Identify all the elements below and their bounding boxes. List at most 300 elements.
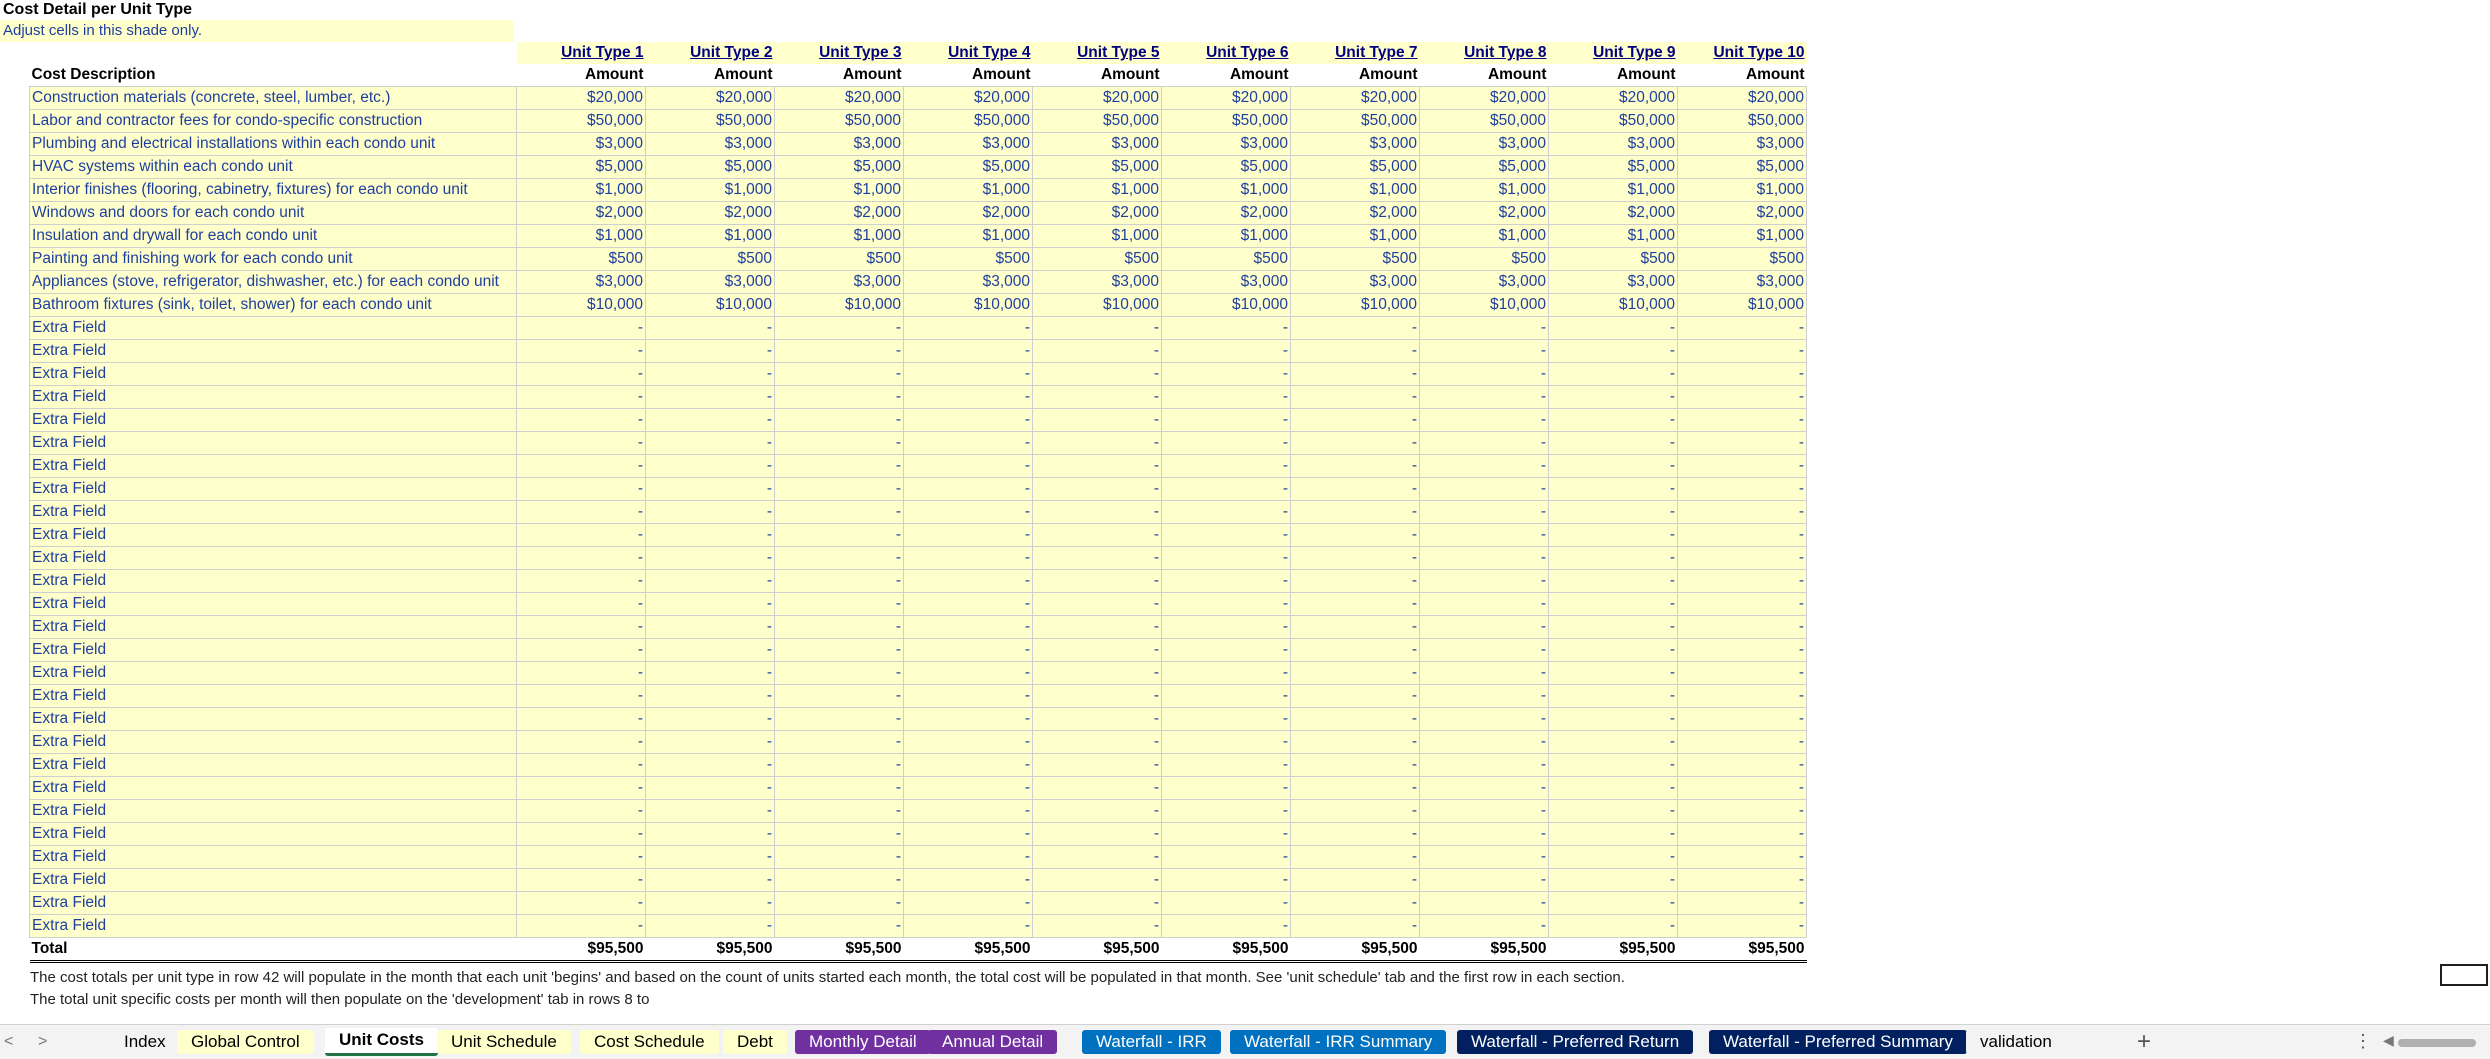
- tab-next-icon[interactable]: >: [38, 1033, 48, 1050]
- amount-cell[interactable]: -: [904, 524, 1033, 547]
- extra-field-cell[interactable]: Extra Field: [30, 846, 517, 869]
- extra-field-cell[interactable]: Extra Field: [30, 455, 517, 478]
- amount-cell[interactable]: -: [1678, 317, 1807, 340]
- amount-cell[interactable]: $50,000: [517, 110, 646, 133]
- amount-cell[interactable]: -: [904, 409, 1033, 432]
- amount-cell[interactable]: $50,000: [1291, 110, 1420, 133]
- amount-cell[interactable]: -: [904, 754, 1033, 777]
- amount-cell[interactable]: -: [646, 915, 775, 938]
- amount-cell[interactable]: -: [1291, 432, 1420, 455]
- sheet-tab[interactable]: Unit Costs: [325, 1028, 438, 1056]
- extra-field-cell[interactable]: Extra Field: [30, 363, 517, 386]
- amount-cell[interactable]: -: [517, 432, 646, 455]
- amount-cell[interactable]: -: [775, 846, 904, 869]
- amount-cell[interactable]: -: [1678, 593, 1807, 616]
- amount-cell[interactable]: $3,000: [1420, 271, 1549, 294]
- amount-cell[interactable]: -: [517, 455, 646, 478]
- amount-cell[interactable]: -: [1549, 915, 1678, 938]
- amount-cell[interactable]: -: [1549, 846, 1678, 869]
- amount-cell[interactable]: -: [1549, 800, 1678, 823]
- amount-cell[interactable]: $5,000: [1678, 156, 1807, 179]
- amount-cell[interactable]: -: [1420, 777, 1549, 800]
- amount-cell[interactable]: -: [1678, 915, 1807, 938]
- cost-description-cell[interactable]: Painting and finishing work for each condo unit: [30, 248, 517, 271]
- amount-cell[interactable]: -: [517, 731, 646, 754]
- amount-cell[interactable]: -: [775, 455, 904, 478]
- amount-cell[interactable]: -: [517, 409, 646, 432]
- amount-cell[interactable]: -: [775, 800, 904, 823]
- amount-cell[interactable]: -: [775, 777, 904, 800]
- amount-cell[interactable]: -: [1033, 639, 1162, 662]
- amount-cell[interactable]: $3,000: [775, 133, 904, 156]
- amount-cell[interactable]: $50,000: [904, 110, 1033, 133]
- amount-cell[interactable]: -: [1549, 317, 1678, 340]
- extra-field-cell[interactable]: Extra Field: [30, 915, 517, 938]
- extra-field-cell[interactable]: Extra Field: [30, 708, 517, 731]
- amount-cell[interactable]: -: [1420, 317, 1549, 340]
- amount-cell[interactable]: -: [1420, 731, 1549, 754]
- amount-cell[interactable]: $10,000: [1420, 294, 1549, 317]
- amount-cell[interactable]: $5,000: [1549, 156, 1678, 179]
- amount-cell[interactable]: -: [775, 340, 904, 363]
- amount-cell[interactable]: -: [904, 662, 1033, 685]
- amount-cell[interactable]: $20,000: [646, 87, 775, 110]
- amount-cell[interactable]: -: [517, 662, 646, 685]
- amount-cell[interactable]: -: [646, 593, 775, 616]
- amount-cell[interactable]: -: [1420, 869, 1549, 892]
- amount-cell[interactable]: $1,000: [1420, 225, 1549, 248]
- amount-cell[interactable]: -: [1291, 869, 1420, 892]
- amount-cell[interactable]: -: [517, 478, 646, 501]
- amount-cell[interactable]: -: [1420, 823, 1549, 846]
- amount-cell[interactable]: -: [517, 777, 646, 800]
- amount-cell[interactable]: -: [904, 455, 1033, 478]
- amount-cell[interactable]: $3,000: [1549, 133, 1678, 156]
- amount-cell[interactable]: -: [1033, 892, 1162, 915]
- amount-cell[interactable]: -: [1678, 547, 1807, 570]
- amount-cell[interactable]: -: [1291, 340, 1420, 363]
- amount-cell[interactable]: -: [1678, 432, 1807, 455]
- amount-cell[interactable]: -: [1162, 432, 1291, 455]
- amount-cell[interactable]: -: [1549, 455, 1678, 478]
- amount-cell[interactable]: -: [1291, 846, 1420, 869]
- amount-cell[interactable]: $1,000: [1549, 225, 1678, 248]
- amount-cell[interactable]: -: [1420, 754, 1549, 777]
- amount-cell[interactable]: $500: [1162, 248, 1291, 271]
- extra-field-cell[interactable]: Extra Field: [30, 570, 517, 593]
- unit-type-header[interactable]: Unit Type 10: [1678, 42, 1807, 64]
- amount-cell[interactable]: -: [1291, 616, 1420, 639]
- amount-cell[interactable]: -: [904, 869, 1033, 892]
- amount-cell[interactable]: $20,000: [775, 87, 904, 110]
- amount-cell[interactable]: $20,000: [1549, 87, 1678, 110]
- amount-cell[interactable]: -: [1033, 455, 1162, 478]
- amount-cell[interactable]: -: [775, 363, 904, 386]
- amount-cell[interactable]: -: [1162, 708, 1291, 731]
- amount-cell[interactable]: -: [904, 892, 1033, 915]
- amount-cell[interactable]: -: [1162, 501, 1291, 524]
- amount-cell[interactable]: -: [1678, 892, 1807, 915]
- amount-cell[interactable]: -: [904, 639, 1033, 662]
- amount-cell[interactable]: -: [1291, 455, 1420, 478]
- amount-cell[interactable]: $500: [1291, 248, 1420, 271]
- amount-cell[interactable]: -: [1549, 777, 1678, 800]
- selected-cell[interactable]: [2440, 964, 2488, 986]
- amount-cell[interactable]: -: [1291, 708, 1420, 731]
- amount-cell[interactable]: -: [1162, 570, 1291, 593]
- cost-description-cell[interactable]: Insulation and drywall for each condo unit: [30, 225, 517, 248]
- amount-cell[interactable]: $3,000: [1549, 271, 1678, 294]
- amount-cell[interactable]: -: [1291, 524, 1420, 547]
- amount-cell[interactable]: $50,000: [646, 110, 775, 133]
- extra-field-cell[interactable]: Extra Field: [30, 432, 517, 455]
- amount-cell[interactable]: -: [1549, 892, 1678, 915]
- amount-cell[interactable]: $3,000: [775, 271, 904, 294]
- amount-cell[interactable]: -: [1549, 409, 1678, 432]
- amount-cell[interactable]: $3,000: [904, 271, 1033, 294]
- amount-cell[interactable]: -: [1162, 547, 1291, 570]
- sheet-tab[interactable]: Monthly Detail: [795, 1030, 931, 1054]
- amount-cell[interactable]: -: [775, 708, 904, 731]
- amount-cell[interactable]: -: [1420, 685, 1549, 708]
- amount-cell[interactable]: $1,000: [1291, 179, 1420, 202]
- amount-cell[interactable]: -: [517, 386, 646, 409]
- amount-cell[interactable]: -: [646, 547, 775, 570]
- amount-cell[interactable]: -: [775, 386, 904, 409]
- extra-field-cell[interactable]: Extra Field: [30, 547, 517, 570]
- unit-type-header[interactable]: Unit Type 8: [1420, 42, 1549, 64]
- amount-cell[interactable]: $10,000: [1678, 294, 1807, 317]
- amount-cell[interactable]: -: [1420, 570, 1549, 593]
- amount-cell[interactable]: -: [1033, 616, 1162, 639]
- amount-cell[interactable]: $10,000: [1162, 294, 1291, 317]
- amount-cell[interactable]: -: [1678, 340, 1807, 363]
- amount-cell[interactable]: -: [1678, 754, 1807, 777]
- cost-description-cell[interactable]: Interior finishes (flooring, cabinetry, fixtures) for each condo unit: [30, 179, 517, 202]
- amount-cell[interactable]: -: [775, 478, 904, 501]
- amount-cell[interactable]: -: [1291, 777, 1420, 800]
- amount-cell[interactable]: -: [517, 685, 646, 708]
- amount-cell[interactable]: -: [1291, 386, 1420, 409]
- amount-cell[interactable]: $500: [1420, 248, 1549, 271]
- extra-field-cell[interactable]: Extra Field: [30, 800, 517, 823]
- amount-cell[interactable]: -: [904, 501, 1033, 524]
- extra-field-cell[interactable]: Extra Field: [30, 317, 517, 340]
- amount-cell[interactable]: -: [1420, 915, 1549, 938]
- amount-cell[interactable]: $5,000: [904, 156, 1033, 179]
- amount-cell[interactable]: -: [1678, 386, 1807, 409]
- extra-field-cell[interactable]: Extra Field: [30, 340, 517, 363]
- amount-cell[interactable]: -: [1033, 340, 1162, 363]
- amount-cell[interactable]: -: [1549, 547, 1678, 570]
- amount-cell[interactable]: -: [1420, 409, 1549, 432]
- amount-cell[interactable]: $1,000: [646, 225, 775, 248]
- amount-cell[interactable]: $5,000: [775, 156, 904, 179]
- amount-cell[interactable]: $10,000: [1291, 294, 1420, 317]
- amount-cell[interactable]: $50,000: [775, 110, 904, 133]
- amount-cell[interactable]: $10,000: [1549, 294, 1678, 317]
- amount-cell[interactable]: -: [904, 616, 1033, 639]
- amount-cell[interactable]: -: [646, 317, 775, 340]
- amount-cell[interactable]: -: [775, 731, 904, 754]
- cost-description-cell[interactable]: Windows and doors for each condo unit: [30, 202, 517, 225]
- amount-cell[interactable]: -: [1033, 800, 1162, 823]
- amount-cell[interactable]: $3,000: [517, 271, 646, 294]
- add-sheet-icon[interactable]: +: [2137, 1028, 2152, 1055]
- amount-cell[interactable]: -: [904, 432, 1033, 455]
- amount-cell[interactable]: $2,000: [1033, 202, 1162, 225]
- amount-cell[interactable]: -: [517, 800, 646, 823]
- amount-cell[interactable]: $500: [646, 248, 775, 271]
- amount-cell[interactable]: -: [1033, 317, 1162, 340]
- amount-cell[interactable]: -: [1549, 685, 1678, 708]
- amount-cell[interactable]: $2,000: [517, 202, 646, 225]
- cost-description-cell[interactable]: Bathroom fixtures (sink, toilet, shower) for each condo unit: [30, 294, 517, 317]
- amount-cell[interactable]: -: [646, 409, 775, 432]
- amount-cell[interactable]: -: [904, 708, 1033, 731]
- amount-cell[interactable]: -: [775, 432, 904, 455]
- amount-cell[interactable]: -: [1420, 616, 1549, 639]
- extra-field-cell[interactable]: Extra Field: [30, 777, 517, 800]
- amount-cell[interactable]: -: [775, 892, 904, 915]
- amount-cell[interactable]: -: [1291, 363, 1420, 386]
- amount-cell[interactable]: -: [1033, 915, 1162, 938]
- amount-cell[interactable]: $1,000: [1678, 179, 1807, 202]
- sheet-tab[interactable]: Waterfall - Preferred Summary: [1709, 1030, 1967, 1054]
- extra-field-cell[interactable]: Extra Field: [30, 869, 517, 892]
- amount-cell[interactable]: -: [517, 892, 646, 915]
- amount-cell[interactable]: -: [1033, 823, 1162, 846]
- amount-cell[interactable]: -: [1420, 547, 1549, 570]
- amount-cell[interactable]: -: [1291, 593, 1420, 616]
- amount-cell[interactable]: -: [775, 524, 904, 547]
- amount-cell[interactable]: -: [1420, 455, 1549, 478]
- amount-cell[interactable]: -: [775, 639, 904, 662]
- amount-cell[interactable]: -: [1162, 777, 1291, 800]
- amount-cell[interactable]: -: [517, 869, 646, 892]
- unit-type-header[interactable]: Unit Type 3: [775, 42, 904, 64]
- extra-field-cell[interactable]: Extra Field: [30, 731, 517, 754]
- amount-cell[interactable]: -: [1033, 409, 1162, 432]
- amount-cell[interactable]: $1,000: [1033, 179, 1162, 202]
- amount-cell[interactable]: -: [1420, 340, 1549, 363]
- amount-cell[interactable]: -: [1420, 662, 1549, 685]
- amount-cell[interactable]: -: [646, 823, 775, 846]
- amount-cell[interactable]: -: [517, 570, 646, 593]
- amount-cell[interactable]: -: [1678, 570, 1807, 593]
- amount-cell[interactable]: -: [904, 823, 1033, 846]
- amount-cell[interactable]: -: [517, 846, 646, 869]
- amount-cell[interactable]: -: [646, 455, 775, 478]
- unit-type-header[interactable]: Unit Type 1: [517, 42, 646, 64]
- amount-cell[interactable]: $1,000: [517, 179, 646, 202]
- amount-cell[interactable]: -: [1549, 524, 1678, 547]
- amount-cell[interactable]: $3,000: [1162, 133, 1291, 156]
- extra-field-cell[interactable]: Extra Field: [30, 639, 517, 662]
- amount-cell[interactable]: -: [1549, 662, 1678, 685]
- amount-cell[interactable]: -: [775, 754, 904, 777]
- sheet-tab[interactable]: Waterfall - Preferred Return: [1457, 1030, 1693, 1054]
- amount-cell[interactable]: -: [1420, 478, 1549, 501]
- amount-cell[interactable]: -: [775, 501, 904, 524]
- amount-cell[interactable]: $3,000: [1033, 271, 1162, 294]
- amount-cell[interactable]: -: [517, 524, 646, 547]
- amount-cell[interactable]: -: [1033, 708, 1162, 731]
- amount-cell[interactable]: -: [1678, 616, 1807, 639]
- amount-cell[interactable]: -: [1162, 386, 1291, 409]
- amount-cell[interactable]: $1,000: [1033, 225, 1162, 248]
- amount-cell[interactable]: $20,000: [1291, 87, 1420, 110]
- amount-cell[interactable]: -: [1162, 478, 1291, 501]
- amount-cell[interactable]: -: [646, 363, 775, 386]
- amount-cell[interactable]: -: [517, 823, 646, 846]
- amount-cell[interactable]: -: [1420, 800, 1549, 823]
- amount-cell[interactable]: -: [1162, 639, 1291, 662]
- amount-cell[interactable]: $20,000: [517, 87, 646, 110]
- extra-field-cell[interactable]: Extra Field: [30, 478, 517, 501]
- amount-cell[interactable]: -: [1678, 823, 1807, 846]
- amount-cell[interactable]: -: [517, 754, 646, 777]
- amount-cell[interactable]: $3,000: [904, 133, 1033, 156]
- amount-cell[interactable]: -: [1678, 363, 1807, 386]
- amount-cell[interactable]: -: [517, 616, 646, 639]
- horizontal-scrollbar[interactable]: [2398, 1039, 2476, 1047]
- amount-cell[interactable]: -: [904, 915, 1033, 938]
- tab-prev-icon[interactable]: <: [4, 1033, 14, 1050]
- amount-cell[interactable]: $5,000: [1291, 156, 1420, 179]
- amount-cell[interactable]: -: [646, 570, 775, 593]
- amount-cell[interactable]: -: [1291, 754, 1420, 777]
- amount-cell[interactable]: -: [1162, 685, 1291, 708]
- amount-cell[interactable]: -: [1678, 800, 1807, 823]
- amount-cell[interactable]: -: [1033, 869, 1162, 892]
- extra-field-cell[interactable]: Extra Field: [30, 501, 517, 524]
- amount-cell[interactable]: $1,000: [1678, 225, 1807, 248]
- amount-cell[interactable]: -: [1033, 547, 1162, 570]
- amount-cell[interactable]: -: [775, 869, 904, 892]
- amount-cell[interactable]: -: [1549, 708, 1678, 731]
- amount-cell[interactable]: -: [646, 639, 775, 662]
- cost-description-cell[interactable]: Construction materials (concrete, steel, lumber, etc.): [30, 87, 517, 110]
- amount-cell[interactable]: -: [1678, 846, 1807, 869]
- sheet-tab[interactable]: Index: [110, 1030, 180, 1054]
- amount-cell[interactable]: -: [646, 892, 775, 915]
- amount-cell[interactable]: -: [1420, 363, 1549, 386]
- amount-cell[interactable]: $3,000: [1420, 133, 1549, 156]
- amount-cell[interactable]: -: [1162, 846, 1291, 869]
- amount-cell[interactable]: -: [1420, 892, 1549, 915]
- amount-cell[interactable]: $2,000: [904, 202, 1033, 225]
- amount-cell[interactable]: -: [1549, 731, 1678, 754]
- amount-cell[interactable]: $20,000: [1420, 87, 1549, 110]
- amount-cell[interactable]: $5,000: [646, 156, 775, 179]
- amount-cell[interactable]: $5,000: [517, 156, 646, 179]
- amount-cell[interactable]: -: [517, 317, 646, 340]
- amount-cell[interactable]: -: [1420, 386, 1549, 409]
- amount-cell[interactable]: -: [1162, 340, 1291, 363]
- amount-cell[interactable]: -: [1162, 616, 1291, 639]
- amount-cell[interactable]: -: [1420, 432, 1549, 455]
- amount-cell[interactable]: $3,000: [646, 271, 775, 294]
- amount-cell[interactable]: -: [1162, 593, 1291, 616]
- amount-cell[interactable]: -: [775, 662, 904, 685]
- amount-cell[interactable]: $50,000: [1678, 110, 1807, 133]
- amount-cell[interactable]: $20,000: [1162, 87, 1291, 110]
- amount-cell[interactable]: $10,000: [1033, 294, 1162, 317]
- amount-cell[interactable]: -: [1291, 685, 1420, 708]
- amount-cell[interactable]: -: [904, 570, 1033, 593]
- unit-type-header[interactable]: Unit Type 5: [1033, 42, 1162, 64]
- amount-cell[interactable]: -: [1420, 639, 1549, 662]
- amount-cell[interactable]: -: [1033, 501, 1162, 524]
- amount-cell[interactable]: $1,000: [646, 179, 775, 202]
- amount-cell[interactable]: -: [1033, 685, 1162, 708]
- unit-type-header[interactable]: Unit Type 6: [1162, 42, 1291, 64]
- amount-cell[interactable]: -: [1549, 340, 1678, 363]
- amount-cell[interactable]: $20,000: [1678, 87, 1807, 110]
- amount-cell[interactable]: -: [775, 685, 904, 708]
- amount-cell[interactable]: $3,000: [1033, 133, 1162, 156]
- amount-cell[interactable]: -: [1162, 409, 1291, 432]
- amount-cell[interactable]: -: [646, 432, 775, 455]
- amount-cell[interactable]: $20,000: [1033, 87, 1162, 110]
- amount-cell[interactable]: -: [904, 317, 1033, 340]
- amount-cell[interactable]: $3,000: [1291, 271, 1420, 294]
- amount-cell[interactable]: -: [1678, 409, 1807, 432]
- amount-cell[interactable]: -: [1678, 524, 1807, 547]
- amount-cell[interactable]: -: [1291, 731, 1420, 754]
- amount-cell[interactable]: -: [1678, 455, 1807, 478]
- amount-cell[interactable]: -: [1678, 662, 1807, 685]
- amount-cell[interactable]: $2,000: [1549, 202, 1678, 225]
- amount-cell[interactable]: $3,000: [1678, 271, 1807, 294]
- amount-cell[interactable]: -: [646, 662, 775, 685]
- amount-cell[interactable]: $10,000: [517, 294, 646, 317]
- amount-cell[interactable]: -: [1420, 524, 1549, 547]
- amount-cell[interactable]: -: [646, 846, 775, 869]
- amount-cell[interactable]: $3,000: [1678, 133, 1807, 156]
- sheet-tab[interactable]: Unit Schedule: [437, 1030, 571, 1054]
- amount-cell[interactable]: $1,000: [1549, 179, 1678, 202]
- amount-cell[interactable]: -: [1549, 754, 1678, 777]
- amount-cell[interactable]: -: [1291, 547, 1420, 570]
- amount-cell[interactable]: -: [1033, 432, 1162, 455]
- amount-cell[interactable]: $20,000: [904, 87, 1033, 110]
- amount-cell[interactable]: -: [646, 501, 775, 524]
- amount-cell[interactable]: $2,000: [1291, 202, 1420, 225]
- amount-cell[interactable]: $500: [775, 248, 904, 271]
- amount-cell[interactable]: -: [646, 524, 775, 547]
- sheet-tab[interactable]: Debt: [723, 1030, 787, 1054]
- more-options-icon[interactable]: ⋮: [2354, 1031, 2372, 1051]
- amount-cell[interactable]: -: [775, 409, 904, 432]
- amount-cell[interactable]: -: [517, 340, 646, 363]
- amount-cell[interactable]: $50,000: [1033, 110, 1162, 133]
- amount-cell[interactable]: -: [646, 340, 775, 363]
- amount-cell[interactable]: -: [775, 593, 904, 616]
- amount-cell[interactable]: $1,000: [1420, 179, 1549, 202]
- amount-cell[interactable]: -: [1549, 478, 1678, 501]
- amount-cell[interactable]: $500: [1549, 248, 1678, 271]
- extra-field-cell[interactable]: Extra Field: [30, 685, 517, 708]
- amount-cell[interactable]: -: [646, 869, 775, 892]
- amount-cell[interactable]: -: [1291, 823, 1420, 846]
- amount-cell[interactable]: -: [904, 731, 1033, 754]
- amount-cell[interactable]: -: [1549, 616, 1678, 639]
- amount-cell[interactable]: -: [1420, 708, 1549, 731]
- amount-cell[interactable]: -: [775, 823, 904, 846]
- amount-cell[interactable]: $10,000: [646, 294, 775, 317]
